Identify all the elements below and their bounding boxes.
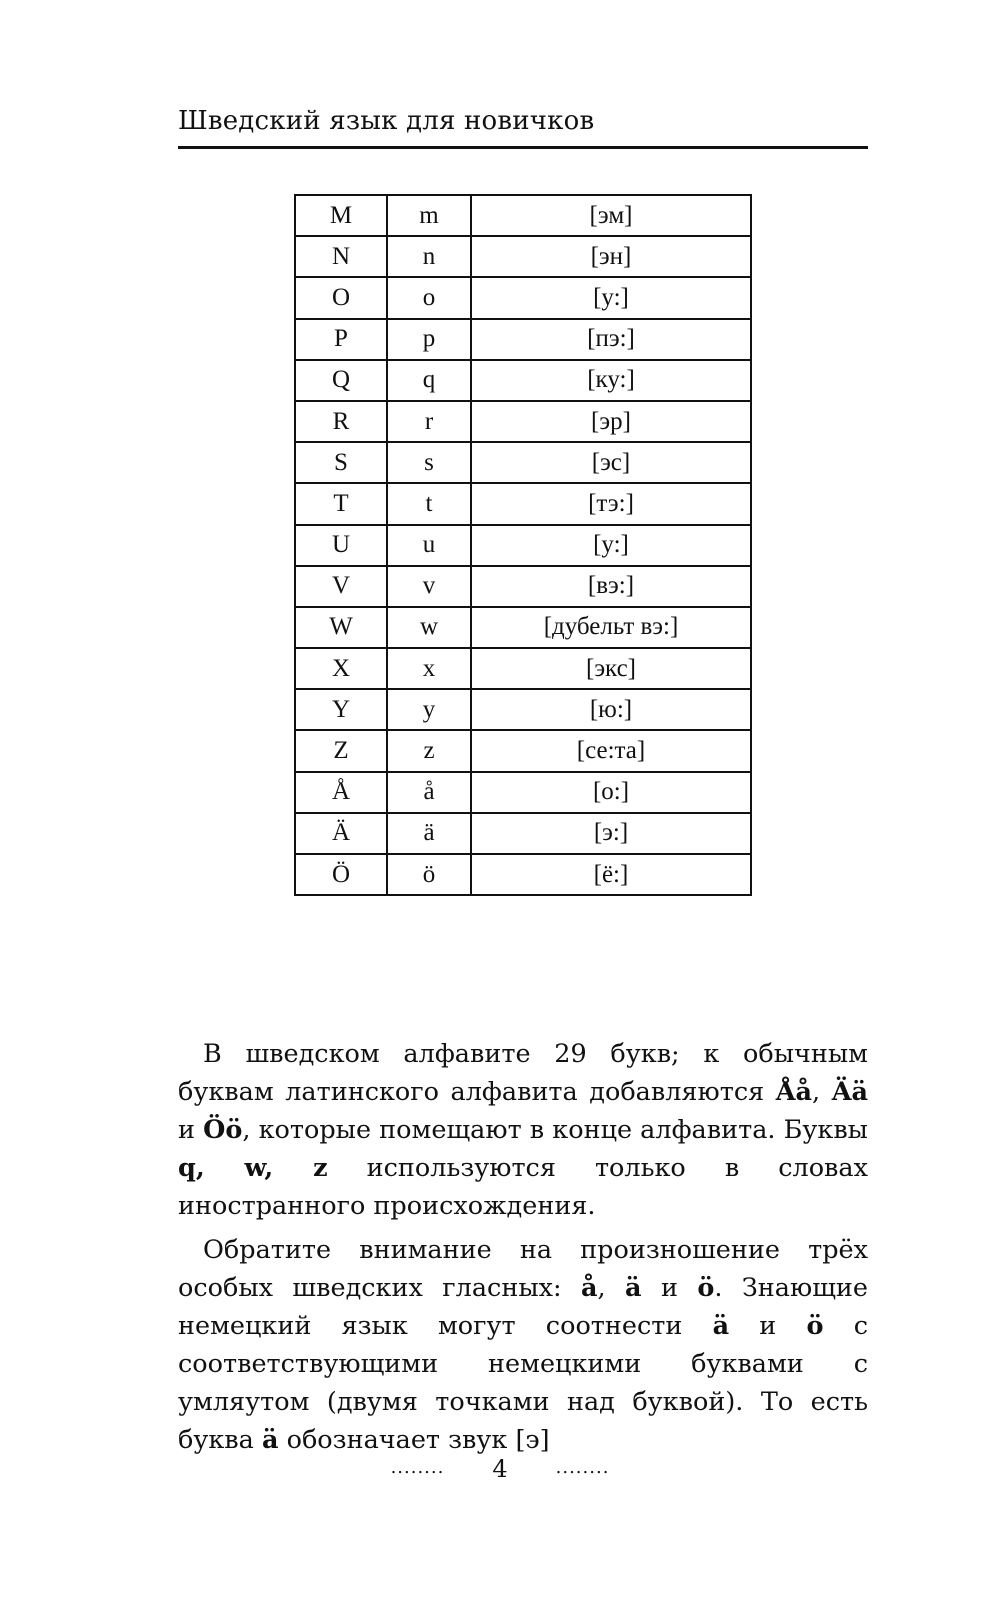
lowercase-letter: u (387, 525, 471, 566)
table-row (295, 525, 751, 566)
uppercase-letter: Ä (295, 813, 387, 854)
bold-text: q, w, z (178, 1153, 328, 1183)
uppercase-letter: P (295, 319, 387, 360)
header-rule (178, 146, 868, 149)
uppercase-letter: S (295, 442, 387, 483)
table-row (295, 813, 751, 854)
bold-text: ö (806, 1311, 824, 1341)
lowercase-letter: y (387, 689, 471, 730)
text-segment: обозначает звук [э] (278, 1425, 550, 1455)
uppercase-letter: V (295, 566, 387, 607)
text-segment: и (178, 1115, 204, 1145)
lowercase-letter: t (387, 483, 471, 524)
text-segment: , (597, 1273, 626, 1303)
pronunciation: [экс] (471, 648, 751, 689)
table-row (295, 854, 751, 895)
pronunciation: [дубельт вэ:] (471, 607, 751, 648)
paragraph (178, 1231, 868, 1459)
bold-text: Öö (203, 1115, 243, 1145)
running-header: Шведский язык для новичков (178, 106, 595, 136)
footer-dots-left: ........ (390, 1457, 445, 1478)
lowercase-letter: w (387, 607, 471, 648)
paragraph (178, 1035, 868, 1225)
table-row (295, 566, 751, 607)
lowercase-letter: ö (387, 854, 471, 895)
pronunciation: [эн] (471, 236, 751, 277)
lowercase-letter: x (387, 648, 471, 689)
text-segment: , (812, 1077, 832, 1107)
text-segment: . Знающие немецкий язык могут соотнести (178, 1273, 868, 1341)
bold-text: ä (261, 1425, 279, 1455)
bold-text: ö (697, 1273, 715, 1303)
table-row (295, 648, 751, 689)
pronunciation: [вэ:] (471, 566, 751, 607)
lowercase-letter: v (387, 566, 471, 607)
pronunciation: [ку:] (471, 360, 751, 401)
pronunciation: [ё:] (471, 854, 751, 895)
text-segment: с соответствующими немецкими буквами с умляутом (двумя точками над буквой). То есть буква (178, 1311, 868, 1455)
pronunciation: [эр] (471, 401, 751, 442)
table-row (295, 401, 751, 442)
uppercase-letter: Q (295, 360, 387, 401)
lowercase-letter: z (387, 730, 471, 771)
table-row (295, 689, 751, 730)
table-row (295, 360, 751, 401)
lowercase-letter: s (387, 442, 471, 483)
page-footer (0, 1455, 1000, 1483)
alphabet-table (294, 194, 752, 896)
lowercase-letter: n (387, 236, 471, 277)
text-segment: и (729, 1311, 807, 1341)
lowercase-letter: p (387, 319, 471, 360)
pronunciation: [эс] (471, 442, 751, 483)
uppercase-letter: Ö (295, 854, 387, 895)
bold-text: Åå (775, 1077, 813, 1107)
pronunciation: [о:] (471, 772, 751, 813)
uppercase-letter: M (295, 195, 387, 236)
uppercase-letter: O (295, 277, 387, 318)
lowercase-letter: o (387, 277, 471, 318)
lowercase-letter: å (387, 772, 471, 813)
table-row (295, 319, 751, 360)
uppercase-letter: W (295, 607, 387, 648)
text-segment: используются только в словах иностранного происхождения. (178, 1153, 868, 1221)
table-row (295, 607, 751, 648)
uppercase-letter: R (295, 401, 387, 442)
text-segment: , которые помещают в конце алфавита. Буквы (242, 1115, 868, 1145)
bold-text: ä (712, 1311, 730, 1341)
text-segment: Обратите внимание на произношение трёх особых шведских гласных: (178, 1235, 868, 1303)
uppercase-letter: Y (295, 689, 387, 730)
page-number: 4 (492, 1455, 508, 1483)
table-row (295, 483, 751, 524)
bold-text: Ää (831, 1077, 868, 1107)
table-row (295, 236, 751, 277)
lowercase-letter: ä (387, 813, 471, 854)
lowercase-letter: m (387, 195, 471, 236)
bold-text: ä (625, 1273, 642, 1303)
uppercase-letter: X (295, 648, 387, 689)
table-row (295, 442, 751, 483)
lowercase-letter: r (387, 401, 471, 442)
pronunciation: [э:] (471, 813, 751, 854)
uppercase-letter: U (295, 525, 387, 566)
uppercase-letter: Z (295, 730, 387, 771)
table-row (295, 772, 751, 813)
pronunciation: [тэ:] (471, 483, 751, 524)
pronunciation: [ю:] (471, 689, 751, 730)
uppercase-letter: N (295, 236, 387, 277)
lowercase-letter: q (387, 360, 471, 401)
pronunciation: [се:та] (471, 730, 751, 771)
uppercase-letter: Å (295, 772, 387, 813)
footer-dots-right: ........ (555, 1457, 610, 1478)
pronunciation: [пэ:] (471, 319, 751, 360)
body-text (178, 1035, 868, 1465)
table-row (295, 195, 751, 236)
text-segment: и (641, 1273, 698, 1303)
table-row (295, 730, 751, 771)
bold-text: å (581, 1273, 598, 1303)
pronunciation: [у:] (471, 277, 751, 318)
pronunciation: [эм] (471, 195, 751, 236)
uppercase-letter: T (295, 483, 387, 524)
pronunciation: [у:] (471, 525, 751, 566)
table-row (295, 277, 751, 318)
text-segment: В шведском алфавите 29 букв; к обычным буквам латинского алфавита добавляются (178, 1039, 868, 1107)
